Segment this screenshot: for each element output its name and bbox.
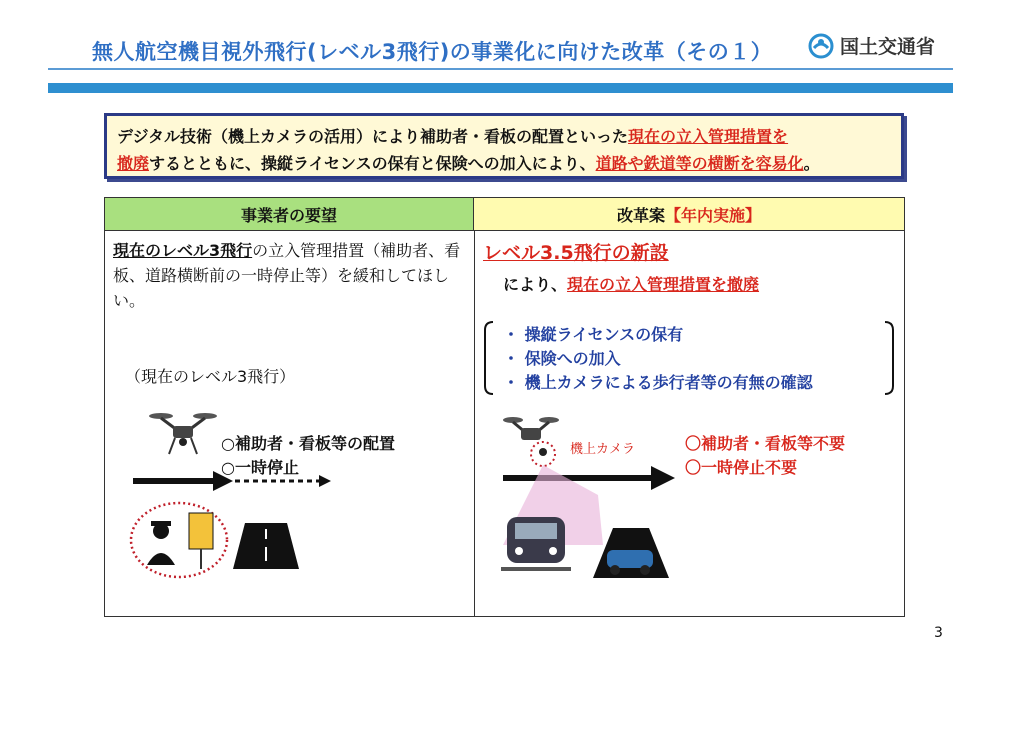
reform-subtitle-highlight: 現在の立入管理措置を撤廃 <box>567 275 760 294</box>
request-text <box>113 238 468 313</box>
road-car-icon <box>593 528 669 578</box>
right-column-header <box>474 198 904 231</box>
current-measure-1: ○補助者・看板等の配置 <box>221 434 395 453</box>
train-icon <box>501 513 571 577</box>
page-number: 3 <box>934 625 943 641</box>
summary-box <box>104 113 904 179</box>
current-level3-note: （現在のレベル3飛行） <box>125 367 296 386</box>
drone-icon <box>147 408 219 468</box>
reform-subtitle <box>503 272 759 295</box>
summary-highlight-1: 現在の立入管理措置を <box>628 127 789 146</box>
guard-and-sign-circle <box>129 501 229 579</box>
summary-text-2: するとともに、操縦ライセンスの保有と保険への加入により、 <box>149 154 596 173</box>
summary-text-1: デジタル技術（機上カメラの活用）により補助者・看板の配置といった <box>117 127 629 146</box>
result-no-assistant: 〇補助者・看板等不要 <box>685 434 846 453</box>
mlit-logo-icon <box>808 33 834 59</box>
title-underline <box>48 68 953 70</box>
reform-subtitle-prefix: により、 <box>503 275 568 294</box>
left-column-header: 事業者の要望 <box>105 198 474 231</box>
request-text-rest: の立入管理措置（補助者、看板、道路横断前の一時停止等）を緩和してほしい。 <box>113 241 461 310</box>
summary-highlight-2: 撤廃 <box>117 154 150 173</box>
request-text-bold: 現在のレベル3飛行 <box>113 241 253 260</box>
level-3-5-title: レベル3.5飛行の新設 <box>483 242 669 264</box>
summary-highlight-3: 道路や鉄道等の横断を容易化 <box>595 154 804 173</box>
flight-path-arrow <box>133 468 333 498</box>
column-divider <box>474 231 475 616</box>
condition-license: ・ 操縦ライセンスの保有 <box>503 325 684 344</box>
right-header-main: 改革案 <box>616 205 665 225</box>
page-title: 無人航空機目視外飛行(レベル3飛行)の事業化に向けた改革（その１） <box>92 40 773 64</box>
summary-text-3: 。 <box>803 154 820 173</box>
comparison-table <box>104 197 905 617</box>
logo-text: 国土交通省 <box>840 36 936 58</box>
result-no-stop: 〇一時停止不要 <box>685 458 798 477</box>
title-bar <box>48 83 953 93</box>
condition-insurance: ・ 保険への加入 <box>503 349 621 368</box>
ministry-logo <box>808 32 935 59</box>
onboard-camera-label: 機上カメラ <box>570 442 636 457</box>
right-header-tag: 【年内実施】 <box>665 205 762 225</box>
road-icon <box>233 523 299 569</box>
condition-camera-check: ・ 機上カメラによる歩行者等の有無の確認 <box>503 373 813 392</box>
current-measure-2: ○一時停止 <box>221 458 299 477</box>
